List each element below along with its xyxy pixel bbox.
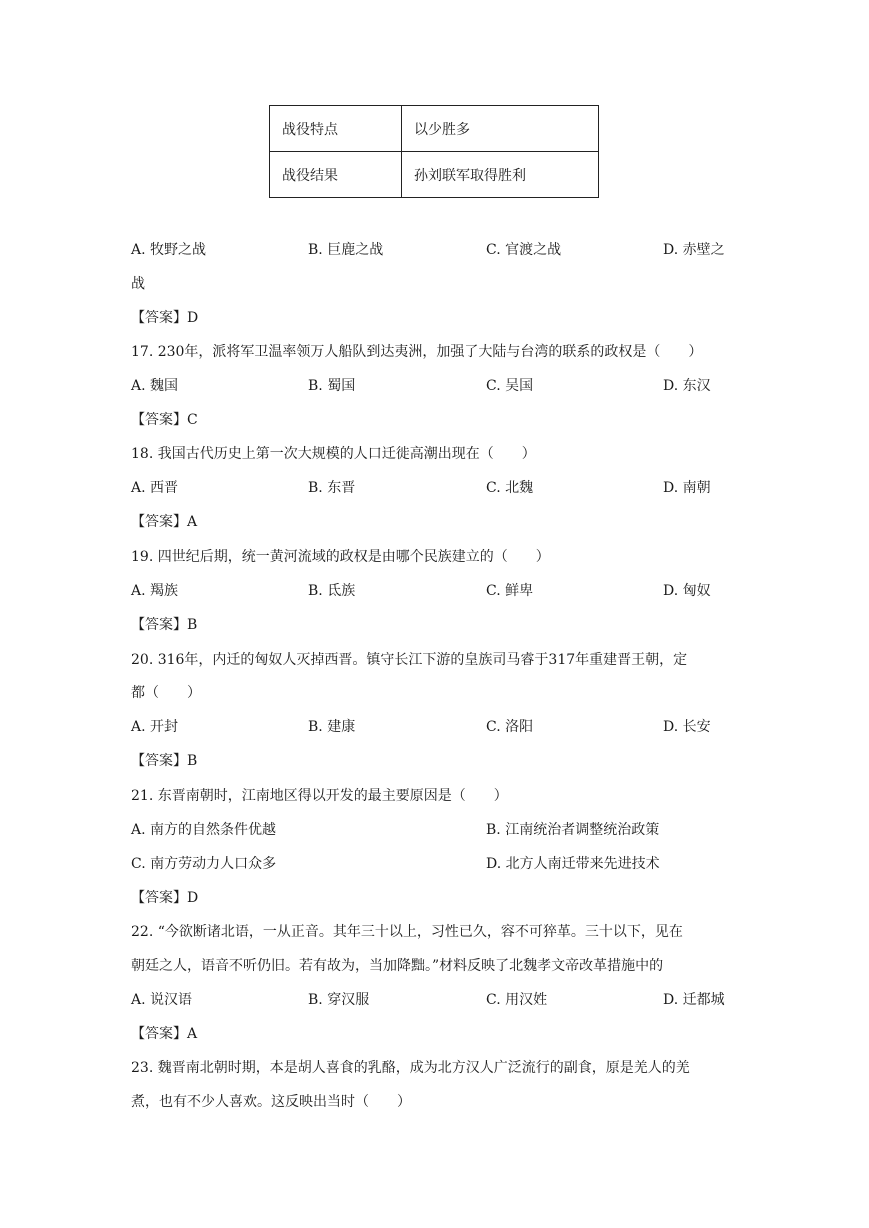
table-row [270,106,599,152]
option-d: D. 东汉 [663,378,711,394]
option-a: A. 牧野之战 [131,242,207,258]
option-a: A. 羯族 [131,583,179,599]
option-a: A. 魏国 [131,378,179,394]
q22-answer: 【答案】A [131,1026,198,1042]
option-c: C. 吴国 [486,378,534,394]
option-b: B. 巨鹿之战 [308,242,384,258]
option-d: D. 长安 [663,719,711,735]
option-b: B. 建康 [308,719,356,735]
q21-options-row2 [131,854,751,874]
q18-answer: 【答案】A [131,514,198,530]
q22-options [131,990,751,1010]
option-c: C. 官渡之战 [486,242,562,258]
option-d: D. 北方人南迁带来先进技术 [486,856,660,872]
option-c: C. 南方劳动力人口众多 [131,856,277,872]
option-d: D. 匈奴 [663,583,711,599]
option-a: A. 西晋 [131,480,179,496]
option-b: B. 氐族 [308,583,356,599]
option-b: B. 东晋 [308,480,356,496]
table-cell-value: 孙刘联军取得胜利 [402,152,599,198]
q19-stem: 19. 四世纪后期，统一黄河流域的政权是由哪个民族建立的（ ） [131,549,550,565]
q21-options-row1 [131,820,751,840]
q16-options [131,240,751,260]
option-b: B. 江南统治者调整统治政策 [486,822,660,838]
q18-stem: 18. 我国古代历史上第一次大规模的人口迁徙高潮出现在（ ） [131,446,536,462]
option-c: C. 用汉姓 [486,992,548,1008]
q21-answer: 【答案】D [131,890,199,906]
q22-stem-line2: 朝廷之人，语音不听仍旧。若有故为，当加降黜。”材料反映了北魏孝文帝改革措施中的 [131,958,664,974]
option-d: D. 赤壁之 [663,242,725,258]
table-cell-key: 战役结果 [270,152,402,198]
q23-stem-line2: 煮，也有不少人喜欢。这反映出当时（ ） [131,1094,411,1110]
option-b: B. 蜀国 [308,378,356,394]
q23-stem-line1: 23. 魏晋南北朝时期，本是胡人喜食的乳酪，成为北方汉人广泛流行的副食，原是羌人的羌 [131,1060,690,1076]
q17-stem: 17. 230年，派将军卫温率领万人船队到达夷洲，加强了大陆与台湾的联系的政权是（ ） [131,344,703,360]
option-d: D. 南朝 [663,480,711,496]
q19-answer: 【答案】B [131,617,198,633]
option-a: A. 说汉语 [131,992,193,1008]
battle-info-table [269,105,599,198]
option-d: D. 迁都城 [663,992,725,1008]
option-c: C. 洛阳 [486,719,534,735]
q17-options [131,376,751,396]
q20-answer: 【答案】B [131,753,198,769]
option-c: C. 鲜卑 [486,583,534,599]
q20-options [131,717,751,737]
table-row [270,152,599,198]
q21-stem: 21. 东晋南朝时，江南地区得以开发的最主要原因是（ ） [131,788,508,804]
q17-answer: 【答案】C [131,412,198,428]
q22-stem-line1: 22. “今欲断诸北语，一从正音。其年三十以上，习性已久，容不可猝革。三十以下，见在 [131,924,683,940]
option-a: A. 南方的自然条件优越 [131,822,277,838]
q20-stem-line2: 都（ ） [131,685,201,701]
q16-option-wrap: 战 [131,276,145,292]
table-cell-value: 以少胜多 [402,106,599,152]
option-c: C. 北魏 [486,480,534,496]
option-b: B. 穿汉服 [308,992,370,1008]
q18-options [131,478,751,498]
option-a: A. 开封 [131,719,179,735]
q16-answer: 【答案】D [131,310,199,326]
q20-stem-line1: 20. 316年，内迁的匈奴人灭掉西晋。镇守长江下游的皇族司马睿于317年重建晋王朝，定 [131,652,688,668]
q19-options [131,581,751,601]
table-cell-key: 战役特点 [270,106,402,152]
